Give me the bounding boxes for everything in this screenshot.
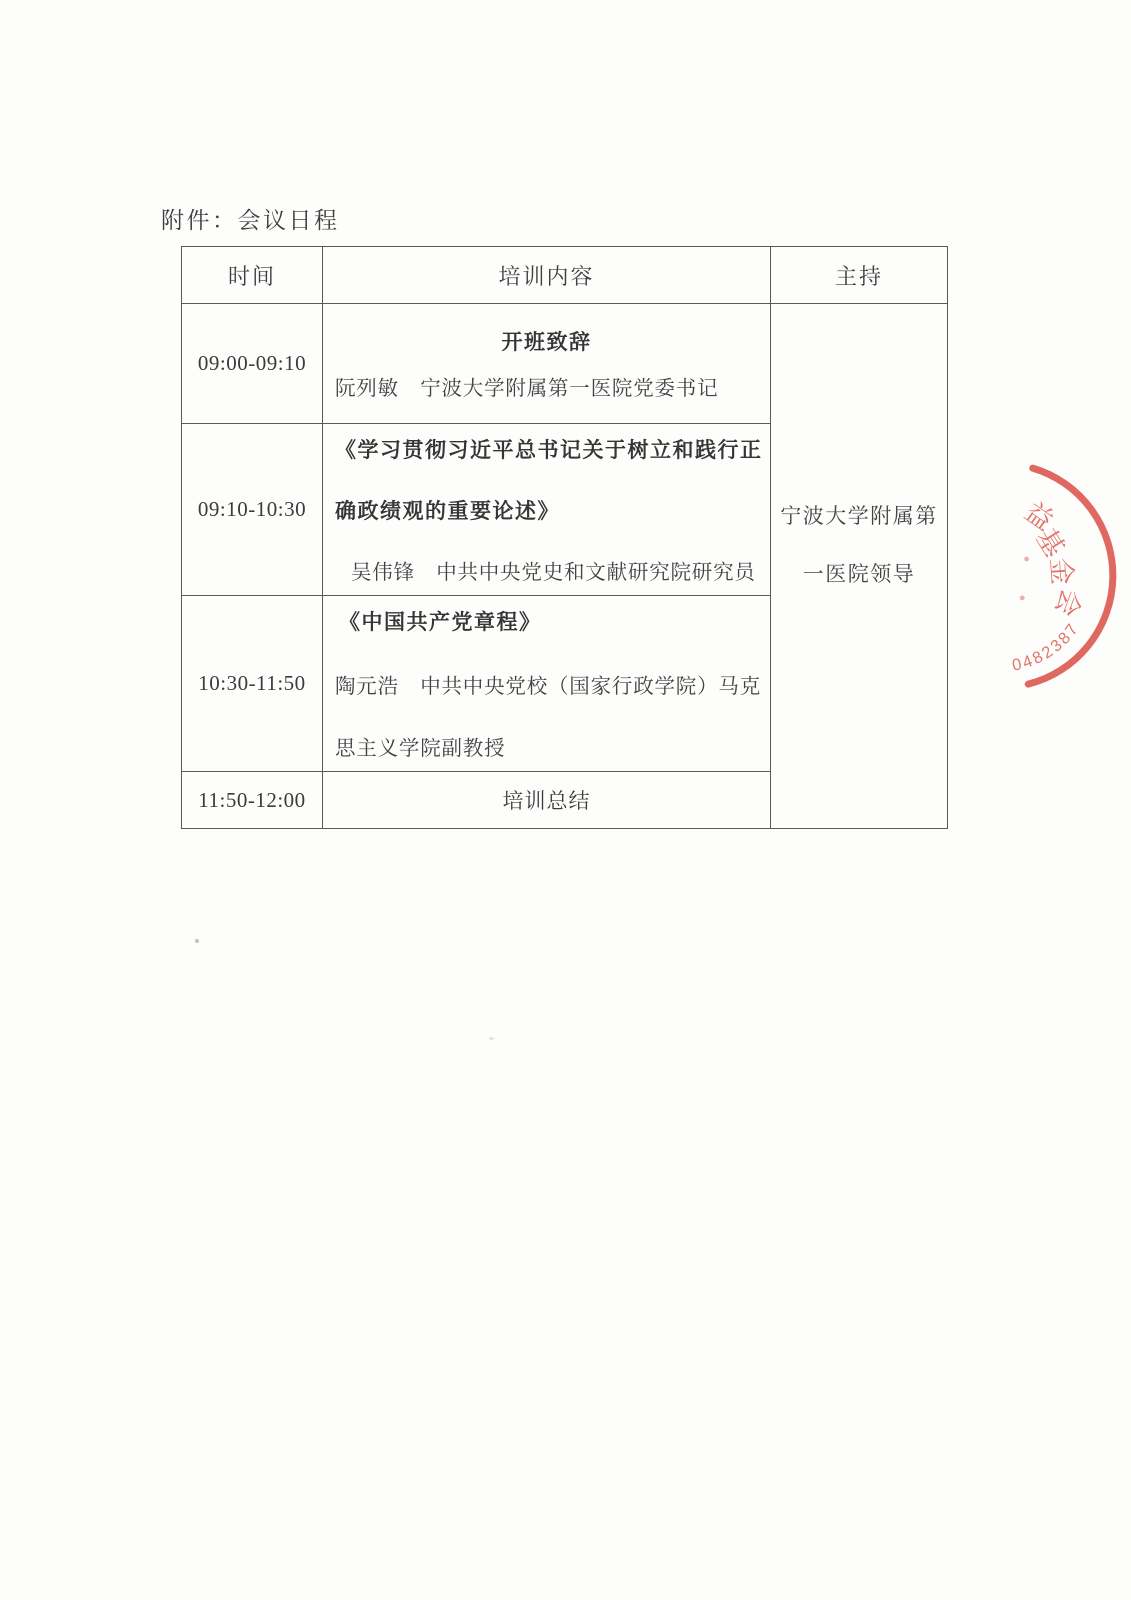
host-line: 一医院领导 bbox=[802, 562, 916, 586]
attachment-heading: 附件：会议日程 bbox=[161, 208, 340, 233]
seal-ring-arc bbox=[1025, 468, 1116, 687]
official-seal bbox=[950, 430, 1131, 710]
header-content: 培训内容 bbox=[323, 247, 771, 304]
time-cell: 09:00-09:10 bbox=[182, 304, 323, 424]
session-title: 开班致辞 bbox=[501, 329, 592, 354]
scan-speck bbox=[489, 1037, 494, 1040]
table-row-opening bbox=[182, 304, 948, 424]
seal-faint-dot bbox=[1024, 557, 1029, 562]
speaker-line: 吴伟锋 中共中央党史和文献研究院研究员 bbox=[351, 562, 756, 584]
session-title-line: 《学习贯彻习近平总书记关于树立和践行正 bbox=[335, 438, 763, 462]
seal-arc-char: 基 bbox=[1030, 523, 1071, 563]
agenda-table bbox=[181, 246, 948, 829]
scan-speck bbox=[195, 939, 199, 943]
seal-serial-number: 0482387 bbox=[1010, 618, 1084, 675]
content-cell bbox=[323, 424, 771, 596]
speaker-line: 思主义学院副教授 bbox=[335, 738, 506, 760]
host-line: 宁波大学附属第 bbox=[780, 504, 938, 528]
host-cell bbox=[771, 304, 948, 829]
seal-faint-dot bbox=[1020, 595, 1025, 600]
speaker-line: 阮列敏 宁波大学附属第一医院党委书记 bbox=[335, 378, 719, 401]
seal-arc-char: 金 bbox=[1045, 556, 1078, 586]
time-cell: 10:30-11:50 bbox=[182, 596, 323, 772]
time-cell: 11:50-12:00 bbox=[182, 772, 323, 829]
seal-arc-char: 会 bbox=[1049, 584, 1087, 621]
speaker-line: 陶元浩 中共中央党校（国家行政学院）马克 bbox=[335, 675, 761, 698]
seal-arc-char: 益 bbox=[1019, 496, 1059, 537]
time-cell: 09:10-10:30 bbox=[182, 424, 323, 596]
header-host: 主持 bbox=[771, 247, 948, 304]
session-title-line: 确政绩观的重要论述》 bbox=[335, 498, 560, 523]
content-cell bbox=[323, 304, 771, 424]
summary-cell: 培训总结 bbox=[323, 772, 771, 829]
session-title: 《中国共产党章程》 bbox=[339, 610, 542, 634]
content-cell bbox=[323, 596, 771, 772]
header-time: 时间 bbox=[182, 247, 323, 304]
table-header-row bbox=[182, 247, 948, 304]
